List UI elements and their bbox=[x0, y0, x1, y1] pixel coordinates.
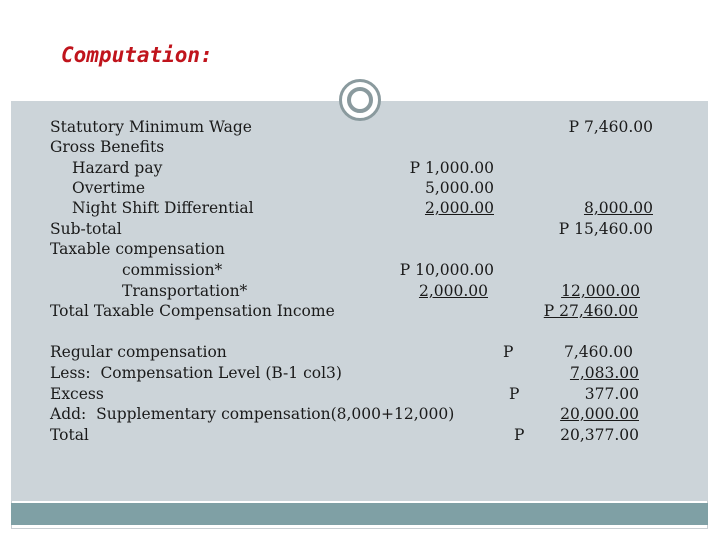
row-label: Night Shift Differential bbox=[72, 199, 254, 217]
summary-peso: P bbox=[509, 385, 520, 403]
slide-title: Computation: bbox=[61, 43, 213, 67]
row-label: Statutory Minimum Wage bbox=[50, 118, 252, 136]
row-amount: P 10,000.00 bbox=[399, 261, 494, 279]
row-label: Taxable compensation bbox=[50, 240, 225, 258]
row-label: commission* bbox=[122, 261, 223, 279]
row-label: Sub-total bbox=[50, 220, 122, 238]
row-amount: P 1,000.00 bbox=[409, 159, 494, 177]
row-label: Overtime bbox=[72, 179, 146, 197]
row-label: Gross Benefits bbox=[50, 138, 165, 156]
summary-label: Excess bbox=[50, 385, 104, 403]
row-amount: 2,000.00 bbox=[424, 199, 494, 217]
row-label: Total Taxable Compensation Income bbox=[50, 302, 335, 320]
row-total: P 7,460.00 bbox=[568, 118, 653, 136]
row-total: P 15,460.00 bbox=[558, 220, 653, 238]
row-total: 12,000.00 bbox=[561, 282, 640, 300]
summary-value: 20,000.00 bbox=[560, 405, 639, 423]
row-amount: 5,000.00 bbox=[424, 179, 494, 197]
summary-peso: P bbox=[503, 343, 514, 361]
summary-value: 7,083.00 bbox=[569, 364, 639, 382]
row-total: 8,000.00 bbox=[583, 199, 653, 217]
summary-label: Regular compensation bbox=[50, 343, 227, 361]
summary-peso: P bbox=[514, 426, 525, 444]
row-label: Hazard pay bbox=[72, 159, 163, 177]
row-total: P 27,460.00 bbox=[543, 302, 638, 320]
summary-value: 20,377.00 bbox=[560, 426, 639, 444]
summary-value: 7,460.00 bbox=[563, 343, 633, 361]
row-label: Transportation* bbox=[122, 282, 248, 300]
decorative-ring-icon bbox=[339, 79, 381, 121]
summary-label: Less: Compensation Level (B-1 col3) bbox=[50, 364, 342, 382]
summary-label: Add: Supplementary compensation(8,000+12,000) bbox=[50, 405, 455, 423]
footer-bar bbox=[11, 503, 708, 525]
summary-label: Total bbox=[50, 426, 89, 444]
summary-value: 377.00 bbox=[584, 385, 639, 403]
row-amount: 2,000.00 bbox=[418, 282, 488, 300]
